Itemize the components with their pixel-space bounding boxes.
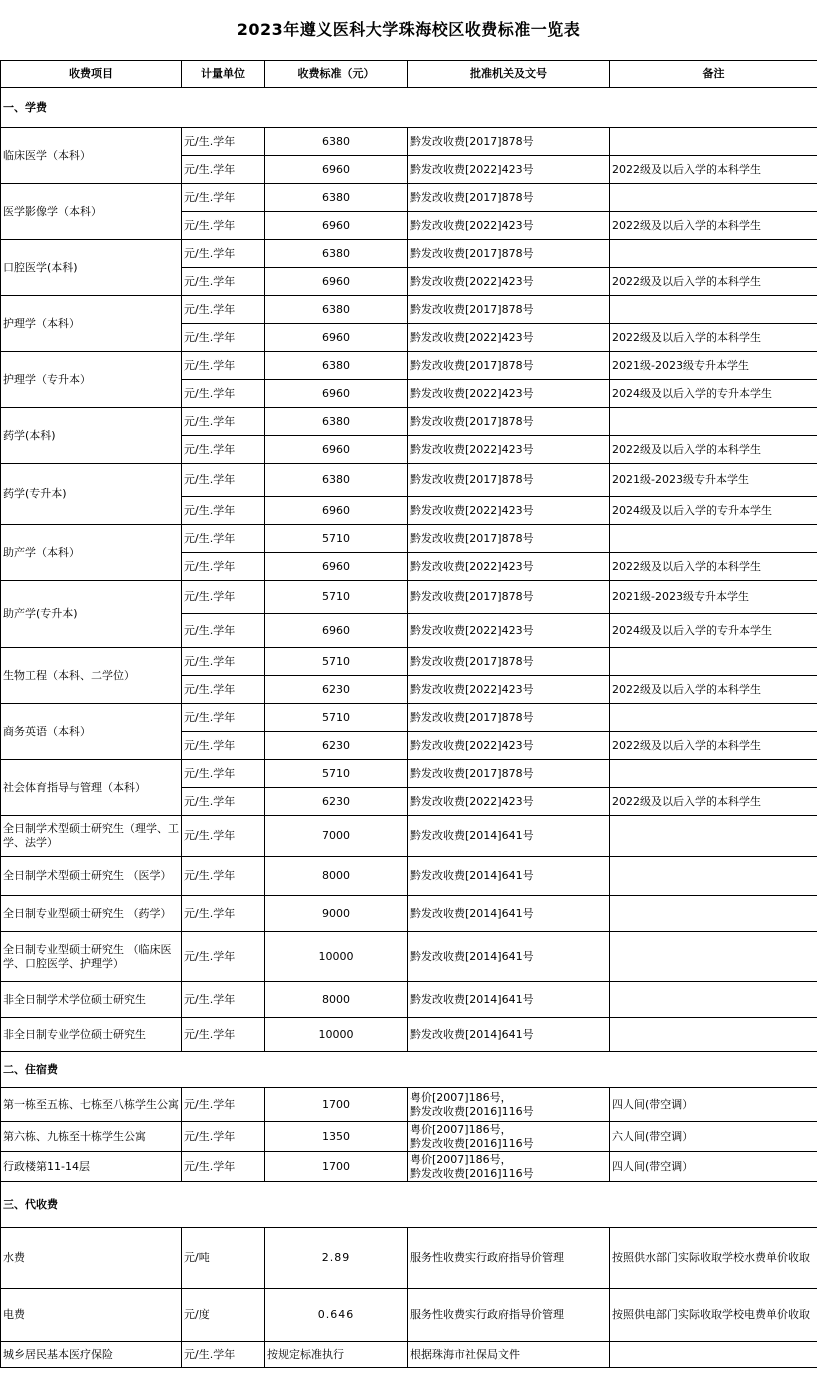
fee-table — [0, 60, 817, 1368]
fee-unit: 元/生.学年 — [182, 614, 265, 648]
fee-doc: 黔发改收费[2022]423号 — [408, 497, 610, 525]
fee-unit: 元/生.学年 — [182, 581, 265, 614]
fee-unit: 元/生.学年 — [182, 982, 265, 1018]
fee-unit: 元/生.学年 — [182, 704, 265, 732]
table-row — [1, 581, 817, 614]
fee-amount: 6960 — [265, 436, 408, 464]
fee-amount: 5710 — [265, 760, 408, 788]
fee-unit: 元/生.学年 — [182, 128, 265, 156]
table-row — [1, 240, 817, 268]
fee-unit: 元/生.学年 — [182, 436, 265, 464]
table-row — [1, 464, 817, 497]
fee-doc: 黔发改收费[2022]423号 — [408, 788, 610, 816]
fee-note — [610, 1018, 817, 1052]
fee-item: 商务英语（本科） — [1, 704, 182, 760]
fee-amount: 5710 — [265, 581, 408, 614]
fee-amount: 5710 — [265, 648, 408, 676]
fee-amount: 6230 — [265, 788, 408, 816]
fee-unit: 元/生.学年 — [182, 896, 265, 932]
fee-unit: 元/生.学年 — [182, 212, 265, 240]
page-title: 2023年遵义医科大学珠海校区收费标准一览表 — [236, 20, 581, 39]
table-row — [1, 352, 817, 380]
fee-doc: 黔发改收费[2017]878号 — [408, 184, 610, 212]
table-row — [1, 857, 817, 896]
fee-doc: 黔发改收费[2022]423号 — [408, 732, 610, 760]
fee-amount: 6380 — [265, 464, 408, 497]
fee-doc — [408, 1122, 610, 1152]
fee-item: 非全日制专业学位硕士研究生 — [1, 1018, 182, 1052]
fee-unit: 元/生.学年 — [182, 324, 265, 352]
fee-unit: 元/生.学年 — [182, 1088, 265, 1122]
fee-item: 社会体育指导与管理（本科） — [1, 760, 182, 816]
fee-amount: 10000 — [265, 932, 408, 982]
fee-doc: 服务性收费实行政府指导价管理 — [408, 1289, 610, 1342]
fee-item: 电费 — [1, 1289, 182, 1342]
fee-doc: 黔发改收费[2017]878号 — [408, 128, 610, 156]
fee-item: 全日制专业型硕士研究生 （药学） — [1, 896, 182, 932]
fee-unit: 元/生.学年 — [182, 240, 265, 268]
fee-doc: 黔发改收费[2017]878号 — [408, 525, 610, 553]
table-row — [1, 128, 817, 156]
fee-amount: 0.646 — [265, 1289, 408, 1342]
fee-note: 四人间(带空调） — [610, 1152, 817, 1182]
fee-unit: 元/生.学年 — [182, 268, 265, 296]
fee-amount: 1700 — [265, 1152, 408, 1182]
fee-doc: 黔发改收费[2017]878号 — [408, 240, 610, 268]
fee-unit: 元/生.学年 — [182, 408, 265, 436]
fee-note: 四人间(带空调） — [610, 1088, 817, 1122]
fee-unit: 元/生.学年 — [182, 497, 265, 525]
fee-amount: 7000 — [265, 816, 408, 857]
fee-note: 2024级及以后入学的专升本学生 — [610, 497, 817, 525]
fee-item: 药学(本科) — [1, 408, 182, 464]
fee-doc — [408, 1152, 610, 1182]
section-label: 二、住宿费 — [1, 1052, 817, 1088]
fee-item: 口腔医学(本科) — [1, 240, 182, 296]
fee-note — [610, 648, 817, 676]
table-row — [1, 1088, 817, 1122]
fee-amount: 5710 — [265, 704, 408, 732]
fee-unit: 元/生.学年 — [182, 932, 265, 982]
fee-item: 护理学（专升本） — [1, 352, 182, 408]
fee-item: 助产学（本科） — [1, 525, 182, 581]
section-row — [1, 1052, 817, 1088]
fee-doc: 黔发改收费[2017]878号 — [408, 581, 610, 614]
fee-amount: 6380 — [265, 184, 408, 212]
fee-doc: 黔发改收费[2022]423号 — [408, 324, 610, 352]
fee-amount: 8000 — [265, 857, 408, 896]
fee-note: 2022级及以后入学的本科学生 — [610, 732, 817, 760]
fee-doc: 黔发改收费[2017]878号 — [408, 648, 610, 676]
fee-amount: 6380 — [265, 352, 408, 380]
table-row — [1, 1228, 817, 1289]
fee-item: 医学影像学（本科） — [1, 184, 182, 240]
fee-amount: 6230 — [265, 676, 408, 704]
fee-amount: 1350 — [265, 1122, 408, 1152]
fee-doc-line: 黔发改收费[2016]116号 — [410, 1104, 534, 1118]
header-doc: 批准机关及文号 — [408, 61, 610, 88]
fee-doc: 黔发改收费[2014]641号 — [408, 1018, 610, 1052]
fee-amount: 6960 — [265, 380, 408, 408]
fee-note: 2024级及以后入学的专升本学生 — [610, 614, 817, 648]
fee-unit: 元/吨 — [182, 1228, 265, 1289]
fee-doc: 服务性收费实行政府指导价管理 — [408, 1228, 610, 1289]
fee-doc: 黔发改收费[2014]641号 — [408, 932, 610, 982]
fee-unit: 元/生.学年 — [182, 553, 265, 581]
fee-doc: 黔发改收费[2014]641号 — [408, 982, 610, 1018]
fee-amount: 按规定标准执行 — [265, 1342, 408, 1368]
fee-note — [610, 704, 817, 732]
fee-note — [610, 760, 817, 788]
fee-note — [610, 816, 817, 857]
fee-amount: 6960 — [265, 553, 408, 581]
fee-amount: 6960 — [265, 614, 408, 648]
fee-note — [610, 408, 817, 436]
fee-doc: 黔发改收费[2022]423号 — [408, 212, 610, 240]
fee-note: 2022级及以后入学的本科学生 — [610, 436, 817, 464]
fee-note — [610, 932, 817, 982]
fee-note: 2022级及以后入学的本科学生 — [610, 676, 817, 704]
table-row — [1, 648, 817, 676]
fee-item: 城乡居民基本医疗保险 — [1, 1342, 182, 1368]
fee-doc: 黔发改收费[2014]641号 — [408, 857, 610, 896]
fee-unit: 元/度 — [182, 1289, 265, 1342]
fee-doc-line: 黔发改收费[2016]116号 — [410, 1136, 534, 1150]
fee-note — [610, 525, 817, 553]
table-row — [1, 816, 817, 857]
fee-unit: 元/生.学年 — [182, 184, 265, 212]
fee-unit: 元/生.学年 — [182, 1122, 265, 1152]
fee-doc — [408, 1088, 610, 1122]
fee-unit: 元/生.学年 — [182, 648, 265, 676]
fee-doc-line: 粤价[2007]186号， — [410, 1090, 512, 1104]
fee-amount: 6960 — [265, 497, 408, 525]
table-row — [1, 932, 817, 982]
fee-amount: 6960 — [265, 268, 408, 296]
fee-note: 按照供水部门实际收取学校水费单价收取 — [610, 1228, 817, 1289]
fee-item: 第一栋至五栋、七栋至八栋学生公寓 — [1, 1088, 182, 1122]
fee-unit: 元/生.学年 — [182, 352, 265, 380]
fee-unit: 元/生.学年 — [182, 816, 265, 857]
fee-unit: 元/生.学年 — [182, 1342, 265, 1368]
table-row — [1, 760, 817, 788]
fee-unit: 元/生.学年 — [182, 464, 265, 497]
fee-doc: 黔发改收费[2022]423号 — [408, 380, 610, 408]
fee-unit: 元/生.学年 — [182, 732, 265, 760]
section-label: 三、代收费 — [1, 1182, 817, 1228]
fee-note — [610, 128, 817, 156]
fee-note: 六人间(带空调） — [610, 1122, 817, 1152]
fee-doc-line: 黔发改收费[2016]116号 — [410, 1166, 534, 1180]
header-unit: 计量单位 — [182, 61, 265, 88]
fee-item: 药学(专升本) — [1, 464, 182, 525]
fee-item: 全日制学术型硕士研究生 （医学） — [1, 857, 182, 896]
fee-unit: 元/生.学年 — [182, 1018, 265, 1052]
fee-unit: 元/生.学年 — [182, 296, 265, 324]
header-note: 备注 — [610, 61, 817, 88]
fee-note: 2024级及以后入学的专升本学生 — [610, 380, 817, 408]
table-row — [1, 408, 817, 436]
fee-item: 临床医学（本科） — [1, 128, 182, 184]
fee-item: 水费 — [1, 1228, 182, 1289]
fee-item: 生物工程（本科、二学位） — [1, 648, 182, 704]
fee-amount: 2.89 — [265, 1228, 408, 1289]
fee-note: 按照供电部门实际收取学校电费单价收取 — [610, 1289, 817, 1342]
fee-item: 非全日制学术学位硕士研究生 — [1, 982, 182, 1018]
fee-amount: 6380 — [265, 296, 408, 324]
fee-note: 2021级-2023级专升本学生 — [610, 352, 817, 380]
table-row — [1, 1289, 817, 1342]
table-row — [1, 1152, 817, 1182]
fee-doc: 黔发改收费[2017]878号 — [408, 408, 610, 436]
fee-doc: 黔发改收费[2022]423号 — [408, 156, 610, 184]
table-row — [1, 1018, 817, 1052]
fee-doc-line: 粤价[2007]186号， — [410, 1152, 512, 1166]
fee-note: 2022级及以后入学的本科学生 — [610, 268, 817, 296]
fee-amount: 8000 — [265, 982, 408, 1018]
section-row — [1, 88, 817, 128]
fee-note — [610, 296, 817, 324]
fee-amount: 6230 — [265, 732, 408, 760]
table-row — [1, 525, 817, 553]
fee-item: 第六栋、九栋至十栋学生公寓 — [1, 1122, 182, 1152]
table-row — [1, 1122, 817, 1152]
fee-unit: 元/生.学年 — [182, 156, 265, 184]
fee-doc: 黔发改收费[2017]878号 — [408, 704, 610, 732]
header-fee: 收费标准（元） — [265, 61, 408, 88]
fee-amount: 6380 — [265, 128, 408, 156]
fee-item: 全日制专业型硕士研究生 （临床医学、口腔医学、护理学） — [1, 932, 182, 982]
fee-item: 护理学（本科） — [1, 296, 182, 352]
fee-item: 全日制学术型硕士研究生（理学、工学、法学） — [1, 816, 182, 857]
fee-amount: 9000 — [265, 896, 408, 932]
fee-unit: 元/生.学年 — [182, 857, 265, 896]
fee-note — [610, 184, 817, 212]
fee-note: 2022级及以后入学的本科学生 — [610, 156, 817, 184]
fee-doc: 黔发改收费[2017]878号 — [408, 760, 610, 788]
header-item: 收费项目 — [1, 61, 182, 88]
fee-doc: 根据珠海市社保局文件 — [408, 1342, 610, 1368]
fee-doc: 黔发改收费[2022]423号 — [408, 268, 610, 296]
fee-amount: 6960 — [265, 324, 408, 352]
fee-doc: 黔发改收费[2022]423号 — [408, 553, 610, 581]
fee-note: 2021级-2023级专升本学生 — [610, 581, 817, 614]
fee-amount: 10000 — [265, 1018, 408, 1052]
fee-doc-line: 粤价[2007]186号， — [410, 1122, 512, 1136]
fee-unit: 元/生.学年 — [182, 788, 265, 816]
fee-doc: 黔发改收费[2017]878号 — [408, 464, 610, 497]
fee-amount: 6380 — [265, 408, 408, 436]
fee-unit: 元/生.学年 — [182, 676, 265, 704]
fee-item: 行政楼第11-14层 — [1, 1152, 182, 1182]
fee-amount: 6960 — [265, 156, 408, 184]
table-row — [1, 296, 817, 324]
fee-doc: 黔发改收费[2022]423号 — [408, 436, 610, 464]
table-row — [1, 184, 817, 212]
fee-amount: 5710 — [265, 525, 408, 553]
fee-note — [610, 982, 817, 1018]
fee-note — [610, 1342, 817, 1368]
fee-note: 2021级-2023级专升本学生 — [610, 464, 817, 497]
fee-doc: 黔发改收费[2022]423号 — [408, 676, 610, 704]
fee-unit: 元/生.学年 — [182, 525, 265, 553]
section-row — [1, 1182, 817, 1228]
table-row — [1, 704, 817, 732]
section-label: 一、学费 — [1, 88, 817, 128]
fee-doc: 黔发改收费[2022]423号 — [408, 614, 610, 648]
fee-doc: 黔发改收费[2014]641号 — [408, 896, 610, 932]
fee-note: 2022级及以后入学的本科学生 — [610, 553, 817, 581]
table-row — [1, 982, 817, 1018]
fee-note — [610, 240, 817, 268]
table-header-row — [1, 61, 817, 88]
table-row — [1, 1342, 817, 1368]
fee-doc: 黔发改收费[2017]878号 — [408, 296, 610, 324]
fee-amount: 1700 — [265, 1088, 408, 1122]
fee-doc: 黔发改收费[2014]641号 — [408, 816, 610, 857]
fee-unit: 元/生.学年 — [182, 760, 265, 788]
fee-unit: 元/生.学年 — [182, 380, 265, 408]
fee-amount: 6380 — [265, 240, 408, 268]
fee-item: 助产学(专升本) — [1, 581, 182, 648]
fee-note: 2022级及以后入学的本科学生 — [610, 788, 817, 816]
table-row — [1, 896, 817, 932]
fee-note: 2022级及以后入学的本科学生 — [610, 324, 817, 352]
fee-unit: 元/生.学年 — [182, 1152, 265, 1182]
fee-note — [610, 857, 817, 896]
fee-note — [610, 896, 817, 932]
fee-note: 2022级及以后入学的本科学生 — [610, 212, 817, 240]
fee-doc: 黔发改收费[2017]878号 — [408, 352, 610, 380]
fee-amount: 6960 — [265, 212, 408, 240]
